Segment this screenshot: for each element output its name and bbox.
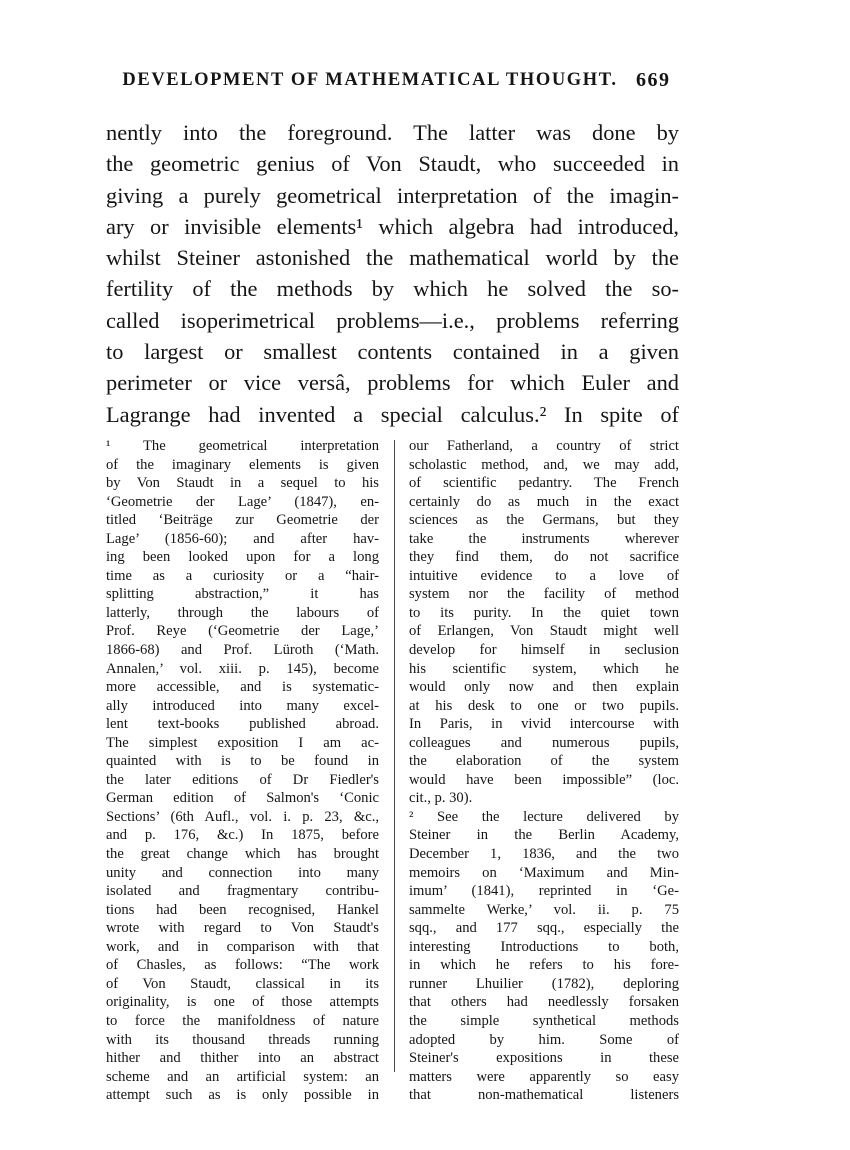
text-line: ary or invisible elements¹ which algebra had introduced, — [106, 213, 679, 239]
footnote-line: the later editions of Dr Fiedler's — [106, 771, 379, 788]
footnote-line: Steiner's expositions in these — [409, 1050, 679, 1067]
footnote-line: that non-mathematical listeners — [409, 1087, 679, 1104]
footnote-line: The simplest exposition I am ac- — [106, 734, 379, 751]
column-divider — [394, 440, 395, 1072]
footnote-line: that others had needlessly forsaken — [409, 994, 679, 1011]
footnote-line: by Von Staudt in a sequel to his — [106, 475, 379, 492]
footnote-line: latterly, through the labours of — [106, 604, 379, 621]
footnote-line: our Fatherland, a country of strict — [409, 438, 679, 454]
main-text — [106, 117, 679, 430]
footnote-line: ing been looked upon for a long — [106, 549, 379, 566]
footnote-line: certainly do as much in the exact — [409, 493, 679, 510]
footnote-line: to force the manifoldness of nature — [106, 1012, 379, 1029]
footnote-line: German edition of Salmon's ‘Conic — [106, 790, 379, 807]
footnote-line: more accessible, and is systematic- — [106, 679, 379, 696]
footnote-line: matters were apparently so easy — [409, 1068, 679, 1085]
footnote-line: 1866-68) and Prof. Lüroth (‘Math. — [106, 642, 379, 659]
footnote-line: take the instruments wherever — [409, 530, 679, 547]
footnote-line: sqq., and 177 sqq., especially the — [409, 920, 679, 937]
text-line: the geometric genius of Von Staudt, who succeeded in — [106, 151, 679, 177]
footnote-line: lent text-books published abroad. — [106, 716, 379, 733]
footnote-line: they find them, do not sacrifice — [409, 549, 679, 566]
footnote-line: cit., p. 30). — [409, 790, 473, 807]
text-line: whilst Steiner astonished the mathematical world by the — [106, 245, 679, 271]
footnote-line: his scientific system, which he — [409, 660, 679, 677]
footnote-line: runner Lhuilier (1782), deploring — [409, 975, 679, 992]
footnote-line: tions had been recognised, Hankel — [106, 901, 379, 918]
footnote-line: the great change which has brought — [106, 846, 379, 863]
footnote-line: the simple synthetical methods — [409, 1012, 679, 1029]
footnote-line: of Erlangen, Von Staudt might well — [409, 623, 679, 640]
footnote-line: Lage’ (1856-60); and after hav- — [106, 530, 379, 547]
footnote-line: scholastic method, and, we may add, — [409, 456, 679, 473]
footnote-line: to its purity. In the quiet town — [409, 604, 679, 621]
footnote-line: ¹ The geometrical interpretation — [106, 438, 379, 454]
footnotes-right-column — [409, 437, 679, 1105]
footnote-line: memoirs on ‘Maximum and Min- — [409, 864, 679, 881]
running-title: DEVELOPMENT OF MATHEMATICAL THOUGHT. — [122, 70, 618, 90]
footnote-line: of Von Staudt, classical in its — [106, 975, 379, 992]
footnote-line: interesting Introductions to both, — [409, 938, 679, 955]
text-line: called isoperimetrical problems—i.e., problems referring — [106, 307, 679, 333]
footnote-line: at his desk to one or two pupils. — [409, 697, 679, 714]
footnote-line: ‘Geometrie der Lage’ (1847), en- — [106, 493, 379, 510]
footnote-line: originality, is one of those attempts — [106, 994, 379, 1011]
footnote-line: in which he refers to his fore- — [409, 957, 679, 974]
text-line: Lagrange had invented a special calculus.² In spite of — [106, 401, 679, 427]
text-line: nently into the foreground. The latter was done by — [106, 120, 679, 145]
footnote-line: work, and in comparison with that — [106, 938, 379, 955]
footnote-line: adopted by him. Some of — [409, 1031, 679, 1048]
footnote-line: and p. 176, &c.) In 1875, before — [106, 827, 379, 844]
footnote-line: of scientific pedantry. The French — [409, 475, 679, 492]
footnote-line: splitting abstraction,” it has — [106, 586, 379, 603]
footnote-line: In Paris, in vivid intercourse with — [409, 716, 679, 733]
footnote-line: system nor the facility of method — [409, 586, 679, 603]
footnote-line: colleagues and numerous pupils, — [409, 734, 679, 751]
footnote-line: sciences as the Germans, but they — [409, 512, 679, 529]
footnote-line: would only now and then explain — [409, 679, 679, 696]
footnote-line: of Chasles, as follows: “The work — [106, 957, 379, 974]
text-line: giving a purely geometrical interpretation of the imagin- — [106, 182, 679, 208]
footnote-line: unity and connection into many — [106, 864, 379, 881]
text-line: perimeter or vice versâ, problems for which Euler and — [106, 370, 679, 396]
footnotes-left-column — [106, 437, 379, 1105]
footnote-line: Sections’ (6th Aufl., vol. i. p. 23, &c., — [106, 808, 379, 825]
footnote-line: the elaboration of the system — [409, 753, 679, 770]
footnote-line: Prof. Reye (‘Geometrie der Lage,’ — [106, 623, 379, 640]
footnote-line: titled ‘Beiträge zur Geometrie der — [106, 512, 379, 529]
footnote-line: hither and thither into an abstract — [106, 1050, 379, 1067]
running-header — [0, 70, 850, 98]
footnote-line: wrote with regard to Von Staudt's — [106, 920, 379, 937]
footnote-line: imum’ (1841), reprinted in ‘Ge- — [409, 883, 679, 900]
footnote-line: isolated and fragmentary contribu- — [106, 883, 379, 900]
footnote-line: sammelte Werke,’ vol. ii. p. 75 — [409, 901, 679, 918]
footnote-line: time as a curiosity or a “hair- — [106, 567, 379, 584]
footnote-line: December 1, 1836, and the two — [409, 846, 679, 863]
footnote-line: scheme and an artificial system: an — [106, 1068, 379, 1085]
footnote-line: Steiner in the Berlin Academy, — [409, 827, 679, 844]
footnote-line: of the imaginary elements is given — [106, 456, 379, 473]
footnote-line: with its thousand threads running — [106, 1031, 379, 1048]
footnote-line: would have been impossible” (loc. — [409, 771, 679, 788]
footnote-line: quainted with is to be found in — [106, 753, 379, 770]
footnote-line: attempt such as is only possible in — [106, 1087, 379, 1104]
footnote-line: ally introduced into many excel- — [106, 697, 379, 714]
text-line: to largest or smallest contents contained in a given — [106, 339, 679, 365]
page-number: 669 — [636, 69, 671, 91]
text-line: fertility of the methods by which he solved the so- — [106, 276, 679, 302]
footnote-line: ² See the lecture delivered by — [409, 808, 679, 825]
footnote-line: intuitive evidence to a love of — [409, 567, 679, 584]
footnote-line: Annalen,’ vol. xiii. p. 145), become — [106, 660, 379, 677]
footnote-line: develop for himself in seclusion — [409, 642, 679, 659]
